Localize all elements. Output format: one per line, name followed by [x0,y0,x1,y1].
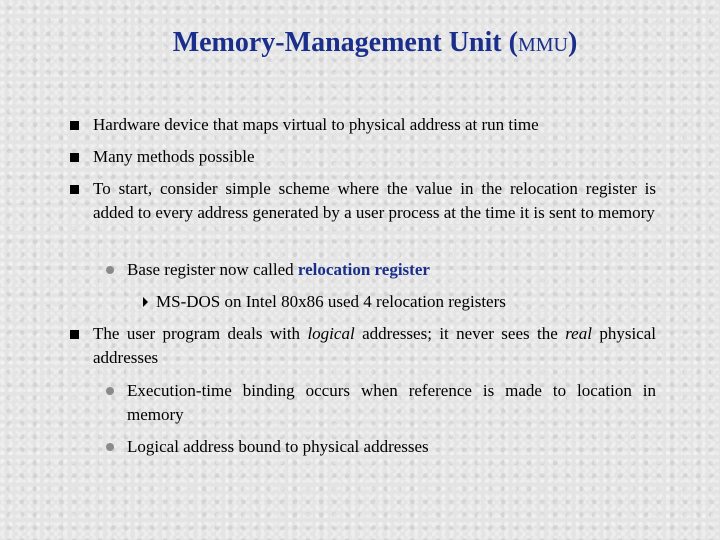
bullet-middle: addresses; it never sees the [354,324,566,343]
sub-bullet-item [127,435,656,459]
bullet-text: MS-DOS on Intel 80x86 used 4 relocation registers [156,292,506,311]
bullet-text: Many methods possible [93,147,255,166]
triangle-bullet-icon [143,297,148,307]
title-text: Memory-Management Unit ( [172,27,518,58]
bullet-text: Hardware device that maps virtual to physical address at run time [93,115,539,134]
bullet-text: Logical address bound to physical addresses [127,437,429,456]
round-bullet-icon [106,387,114,395]
bullet-item [93,177,656,225]
bullet-item [93,145,668,169]
bullet-text: Execution-time binding occurs when reference is made to location in memory [127,381,656,424]
bullet-item [93,322,656,370]
relocation-register-highlight: relocation register [297,260,430,279]
square-bullet-icon [70,121,79,130]
square-bullet-icon [70,330,79,339]
bullet-prefix: Base register now called [127,260,298,279]
square-bullet-icon [70,185,79,194]
real-emphasis: real [565,324,592,343]
bullet-text: To start, consider simple scheme where the value in the relocation register is added to every address generated by a user process at the time it is sent to memory [93,179,656,222]
round-bullet-icon [106,443,114,451]
title-abbr: MMU [517,34,568,56]
bullet-item [93,113,668,137]
bullet-prefix: The user program deals with [93,324,308,343]
round-bullet-icon [106,266,114,274]
bullet-suffix: physical addresses [93,324,656,367]
slide-title [0,27,720,59]
square-bullet-icon [70,153,79,162]
sub-bullet-item [127,379,656,427]
title-close: ) [567,27,578,58]
logical-emphasis: logical [307,324,355,343]
sub-sub-bullet-item [156,290,656,314]
sub-bullet-item [127,258,667,282]
